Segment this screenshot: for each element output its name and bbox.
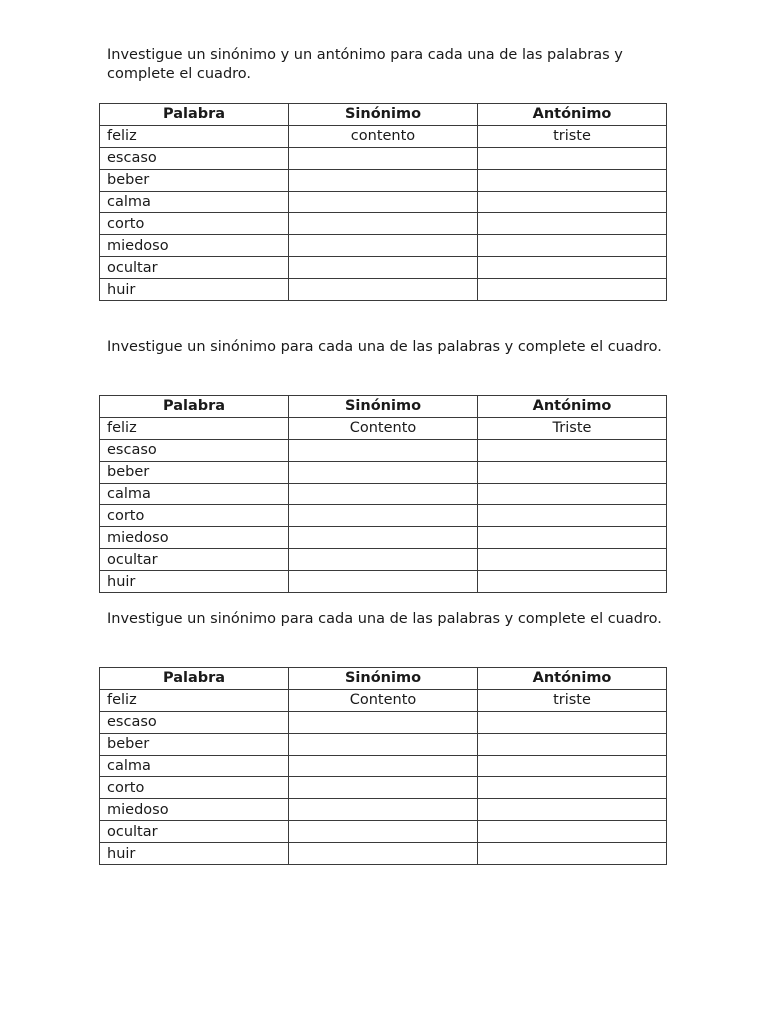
synonym-cell (289, 483, 478, 505)
antonym-cell (478, 439, 667, 461)
header-palabra: Palabra (100, 104, 289, 126)
antonym-cell (478, 777, 667, 799)
antonym-cell (478, 527, 667, 549)
header-antonimo: Antónimo (478, 668, 667, 690)
table-row (100, 279, 667, 301)
synonym-cell: contento (289, 125, 478, 147)
word-cell: escaso (100, 439, 289, 461)
instruction-2: Investigue un sinónimo para cada una de las palabras y complete el cuadro. (107, 339, 662, 355)
antonym-cell (478, 257, 667, 279)
table-row (100, 755, 667, 777)
antonym-cell (478, 235, 667, 257)
antonym-cell: triste (478, 125, 667, 147)
word-cell: ocultar (100, 821, 289, 843)
table-row (100, 843, 667, 865)
word-cell: calma (100, 755, 289, 777)
table-row (100, 257, 667, 279)
word-cell: beber (100, 461, 289, 483)
word-cell: feliz (100, 689, 289, 711)
synonym-table-2 (99, 395, 667, 593)
word-cell: ocultar (100, 549, 289, 571)
synonym-cell (289, 571, 478, 593)
antonym-cell (478, 191, 667, 213)
word-cell: corto (100, 213, 289, 235)
synonym-cell (289, 843, 478, 865)
table-row (100, 733, 667, 755)
antonym-cell (478, 799, 667, 821)
instruction-3: Investigue un sinónimo para cada una de las palabras y complete el cuadro. (107, 611, 662, 627)
table-row (100, 571, 667, 593)
word-cell: feliz (100, 125, 289, 147)
table-row (100, 169, 667, 191)
word-cell: huir (100, 279, 289, 301)
table-header-row (100, 668, 667, 690)
word-cell: escaso (100, 711, 289, 733)
word-cell: beber (100, 169, 289, 191)
antonym-cell (478, 279, 667, 301)
synonym-cell (289, 439, 478, 461)
antonym-cell (478, 213, 667, 235)
header-antonimo: Antónimo (478, 104, 667, 126)
header-palabra: Palabra (100, 396, 289, 418)
table-row (100, 235, 667, 257)
antonym-cell: Triste (478, 417, 667, 439)
antonym-cell (478, 733, 667, 755)
table-row (100, 213, 667, 235)
table-row (100, 505, 667, 527)
word-cell: corto (100, 777, 289, 799)
word-cell: calma (100, 483, 289, 505)
synonym-cell (289, 755, 478, 777)
instruction-1: Investigue un sinónimo y un antónimo para cada una de las palabras y complete el cuadro. (107, 47, 623, 82)
antonym-cell (478, 169, 667, 191)
table-row (100, 483, 667, 505)
synonym-cell (289, 191, 478, 213)
antonym-cell (478, 147, 667, 169)
synonym-cell (289, 235, 478, 257)
word-cell: miedoso (100, 527, 289, 549)
synonym-cell (289, 213, 478, 235)
word-cell: huir (100, 571, 289, 593)
word-cell: miedoso (100, 235, 289, 257)
word-cell: beber (100, 733, 289, 755)
table-row (100, 439, 667, 461)
synonym-cell (289, 169, 478, 191)
synonym-cell (289, 777, 478, 799)
table-row (100, 461, 667, 483)
header-sinonimo: Sinónimo (289, 396, 478, 418)
table-row (100, 821, 667, 843)
header-sinonimo: Sinónimo (289, 668, 478, 690)
antonym-cell (478, 505, 667, 527)
table-row (100, 125, 667, 147)
table-row (100, 549, 667, 571)
table-row (100, 527, 667, 549)
header-palabra: Palabra (100, 668, 289, 690)
word-cell: escaso (100, 147, 289, 169)
synonym-table-1 (99, 103, 667, 301)
table-row (100, 689, 667, 711)
word-cell: miedoso (100, 799, 289, 821)
table-row (100, 147, 667, 169)
synonym-cell (289, 505, 478, 527)
antonym-cell (478, 571, 667, 593)
antonym-cell (478, 821, 667, 843)
synonym-cell (289, 461, 478, 483)
table-header-row (100, 104, 667, 126)
synonym-cell (289, 257, 478, 279)
word-cell: ocultar (100, 257, 289, 279)
synonym-cell (289, 733, 478, 755)
antonym-cell (478, 755, 667, 777)
synonym-cell (289, 147, 478, 169)
synonym-cell (289, 821, 478, 843)
synonym-cell: Contento (289, 689, 478, 711)
table-row (100, 417, 667, 439)
synonym-cell (289, 711, 478, 733)
word-cell: corto (100, 505, 289, 527)
table-header-row (100, 396, 667, 418)
antonym-cell (478, 483, 667, 505)
synonym-cell (289, 799, 478, 821)
table-row (100, 711, 667, 733)
synonym-cell (289, 527, 478, 549)
word-cell: calma (100, 191, 289, 213)
antonym-cell (478, 843, 667, 865)
antonym-cell (478, 711, 667, 733)
synonym-cell (289, 279, 478, 301)
word-cell: feliz (100, 417, 289, 439)
word-cell: huir (100, 843, 289, 865)
synonym-cell (289, 549, 478, 571)
table-row (100, 799, 667, 821)
header-antonimo: Antónimo (478, 396, 667, 418)
table-row (100, 191, 667, 213)
antonym-cell (478, 549, 667, 571)
table-row (100, 777, 667, 799)
synonym-cell: Contento (289, 417, 478, 439)
antonym-cell: triste (478, 689, 667, 711)
synonym-table-3 (99, 667, 667, 865)
antonym-cell (478, 461, 667, 483)
header-sinonimo: Sinónimo (289, 104, 478, 126)
